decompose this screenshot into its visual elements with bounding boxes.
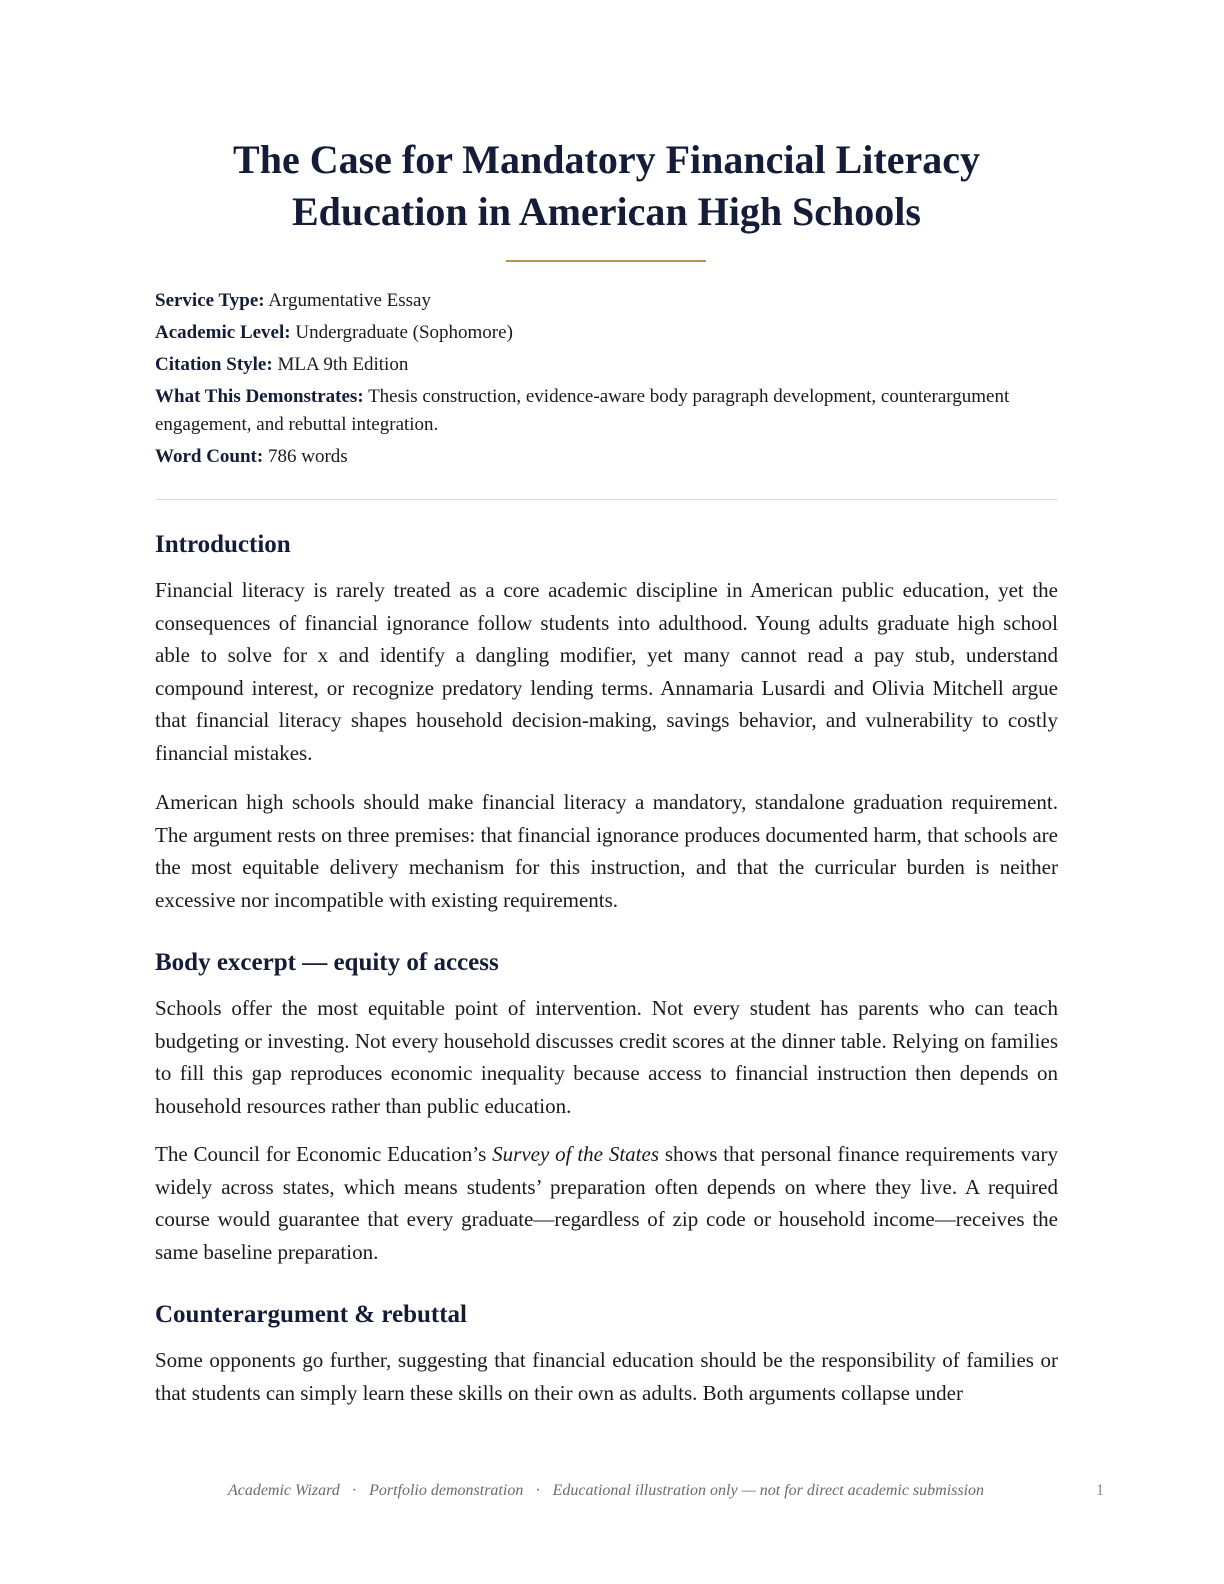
footer-text — [0, 1480, 1212, 1502]
document-title — [155, 134, 1058, 238]
meta-service-type — [155, 287, 1058, 315]
intro-paragraph-2: American high schools should make financial literacy a mandatory, standalone graduation requirement. The argument rests on three premises: that financial ignorance produces documented harm, that schools are the most equitable delivery mechanism for this instruction, and that the curricular burden is neither excessive nor incompatible with existing requirements. — [155, 790, 1058, 912]
meta-academic-level — [155, 319, 1058, 347]
footer-label: Portfolio demonstration — [369, 1482, 524, 1499]
meta-demonstrates — [155, 383, 1058, 439]
body-paragraph-2 — [155, 1138, 1058, 1268]
body-paragraph-1: Schools offer the most equitable point of intervention. Not every student has parents who can teach budgeting or investing. Not every household discusses credit scores at the dinner table. Relying on families to fill this gap reproduces economic inequality because access to financial instruction then depends on household resources rather than public education. — [155, 996, 1058, 1118]
body-p2-text-after: shows that personal finance requirements vary widely across states, which means students’ preparation often depends on where they live. A required course would guarantee that every graduate—regardless of zip code or household income—receives the same baseline preparation. — [155, 1142, 1058, 1264]
meta-value: MLA 9th Edition — [277, 354, 409, 375]
footer-brand: Academic Wizard — [227, 1482, 340, 1499]
page-number: 1 — [1096, 1482, 1104, 1499]
body-p2-text-before: The Council for Economic Education’s — [155, 1142, 493, 1166]
meta-value: Argumentative Essay — [268, 290, 431, 311]
meta-citation-style — [155, 351, 1058, 379]
title-underline-rule — [506, 260, 706, 262]
title-line-2: Education in American High Schools — [292, 189, 921, 234]
intro-paragraph-1: Financial literacy is rarely treated as a core academic discipline in American public education, yet the consequences of financial ignorance follow students into adulthood. Young adults graduate high school able to solve for x and identify a dangling modifier, yet many cannot read a pay stub, understand compound interest, or recognize predatory lending terms. Annamaria Lusardi and Olivia Mitchell argue that financial literacy shapes household decision-making, savings behavior, and vulnerability to costly financial mistakes. — [155, 578, 1058, 765]
meta-label: Service Type: — [155, 290, 265, 311]
meta-label: Word Count: — [155, 446, 264, 467]
meta-label: Academic Level: — [155, 322, 291, 343]
meta-value: Thesis construction, evidence-aware body paragraph development, counterargument engagement, and rebuttal integration. — [155, 386, 1010, 435]
meta-value: 786 words — [267, 446, 348, 467]
heading-introduction: Introduction — [155, 531, 291, 558]
meta-label: Citation Style: — [155, 354, 273, 375]
meta-value: Undergraduate (Sophomore) — [295, 322, 513, 343]
title-line-1: The Case for Mandatory Financial Literacy — [233, 137, 980, 182]
heading-counterargument: Counterargument & rebuttal — [155, 1301, 467, 1328]
footer-separator: · — [535, 1482, 541, 1499]
section-divider — [155, 499, 1058, 500]
footer-separator: · — [351, 1482, 358, 1499]
meta-label: What This Demonstrates: — [155, 386, 364, 407]
metadata-block — [155, 287, 1058, 475]
meta-word-count — [155, 443, 1058, 471]
footer-disclaimer: Educational illustration only — not for direct academic submission — [552, 1482, 985, 1499]
survey-title-italic: Survey of the States — [492, 1142, 660, 1166]
heading-body-excerpt: Body excerpt — equity of access — [155, 949, 499, 976]
counter-paragraph-1: Some opponents go further, suggesting that financial education should be the responsibility of families or that students can simply learn these skills on their own as adults. Both arguments collapse under — [155, 1348, 1058, 1405]
